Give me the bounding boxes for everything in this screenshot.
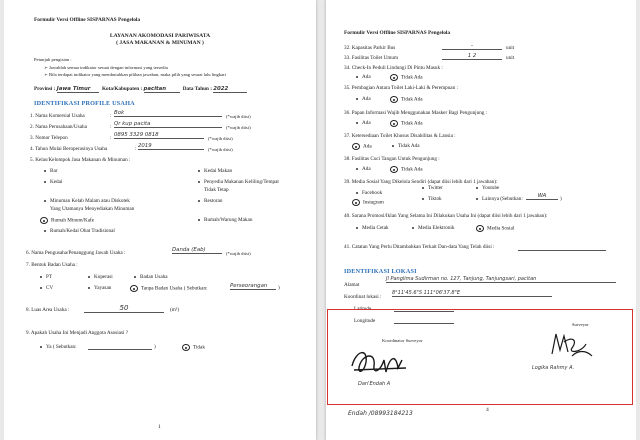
tahun-mulai-value[interactable]: 2019 — [138, 143, 204, 150]
option-kedai-makan[interactable]: Kedai Makan — [198, 168, 232, 174]
form-header: Formulir Versi Offline SISPARNAS Pengelola — [34, 17, 141, 23]
option-kedai[interactable]: Kedai — [44, 179, 62, 185]
selected-circle-icon — [130, 285, 138, 292]
question-asosiasi: 9. Apakah Usaha Ini Menjadi Anggota Asosiasi ? — [26, 330, 129, 336]
paren-close: ) — [278, 285, 280, 291]
tahun-value[interactable]: 2022 — [213, 86, 247, 93]
unit-label: unit — [506, 45, 515, 51]
nomor-telepon-value[interactable]: 0895 3329 0818 — [114, 132, 204, 139]
provinsi-value[interactable]: Jawa Timur — [57, 86, 99, 93]
selected-circle-icon — [40, 217, 48, 224]
luas-area-value[interactable]: 50 — [84, 304, 164, 313]
toilet-umum-value[interactable]: 1 2 — [442, 53, 502, 60]
option-twitter[interactable]: Twitter — [422, 185, 443, 191]
option-media-elektronik[interactable]: Media Elektronik — [412, 225, 454, 231]
option-restoran[interactable]: Restoran — [198, 198, 222, 204]
option-tidak-ada-selected[interactable]: Tidak Ada — [390, 96, 423, 103]
option-minuman-line2: Yang Utamanya Menyediakan Minuman — [50, 206, 135, 212]
selected-circle-icon — [476, 225, 484, 232]
section-title-lokasi: IDENTIFIKASI LOKASI — [344, 268, 417, 275]
option-ada[interactable]: Ada — [356, 74, 371, 80]
page-number: 4 — [486, 407, 489, 413]
koordinat-label: Koordinat lokasi : — [344, 294, 382, 300]
option-rumah-warung[interactable]: Rumah/Warung Makan — [198, 217, 252, 223]
arrow-icon: ➢ — [44, 72, 49, 77]
alamat-label: Alamat — [344, 282, 360, 288]
selected-circle-icon — [352, 143, 360, 150]
option-tiktok[interactable]: Tiktok — [422, 196, 442, 202]
form-title: LAYANAN AKOMODASI PARIWISATA — [109, 33, 211, 39]
option-tidak-ada-selected[interactable]: Tidak Ada — [390, 166, 423, 173]
question-nama-pengusaha: 6. Nama Pengusaha/Penanggung Jawab Usaha : — [26, 250, 126, 256]
question-sarana-promosi: 40. Sarana Promosi/Iklan Yang Selama Ini Dilakukan Usaha Ini (dapat diisi lebih dari 1 jawaban): — [344, 213, 548, 219]
option-cv[interactable]: CV — [40, 285, 53, 291]
option-minuman-kelab[interactable]: Minuman Kelab Malam atau Diskotek — [44, 198, 130, 204]
required-note: (*wajib diisi) — [208, 136, 233, 141]
unit-label: unit — [506, 55, 515, 61]
option-youtube[interactable]: Youtube — [476, 185, 499, 191]
koordinat-value[interactable]: 8°11'45.6"S 111°06'37.8"E — [392, 290, 552, 297]
form-page-4 — [326, 0, 636, 440]
question-peduli-lindungi: 34. Check-In Peduli Lindungi Di Pintu Masuk : — [344, 65, 443, 71]
field-nama-perusahaan: 2. Nama Perusahaan/Usaha : — [30, 124, 112, 130]
option-yayasan[interactable]: Yayasan — [88, 285, 111, 291]
question-badan-usaha: 7. Bentuk Badan Usaha : — [26, 262, 78, 268]
question-catatan: 41. Catatan Yang Perlu Ditambahkan Terkait Dan-data Yang Telah diisi : — [344, 244, 495, 250]
option-penyedia-line2: Tidak Tetap — [204, 187, 229, 193]
selected-circle-icon — [390, 166, 398, 173]
selected-circle-icon — [390, 74, 398, 81]
badan-usaha-sebutkan-value[interactable]: Perseorangan — [230, 283, 276, 290]
phone-note: Endah /08993184213 — [348, 410, 413, 417]
instructions-label: Petunjuk pengisian : — [34, 57, 72, 62]
page-number: 1 — [158, 424, 161, 430]
option-tidak-ada[interactable]: Tidak Ada — [392, 143, 420, 149]
latitude-label: Latitude — [354, 306, 372, 312]
selected-circle-icon — [390, 96, 398, 103]
question-kelas-usaha: 5. Kelas/Kelompok Jasa Makanan & Minuman : — [30, 157, 131, 163]
option-media-cetak[interactable]: Media Cetak — [356, 225, 389, 231]
required-note: (*wajib diisi) — [226, 125, 251, 130]
question-parkir-bus: 32. Kapasitas Parkir Bus — [344, 45, 396, 51]
luas-area-unit: (m²) — [170, 307, 180, 313]
option-penyedia-makanan[interactable]: Penyedia Makanan Keliling/Tempat — [198, 179, 279, 185]
option-rumah-minum-selected[interactable]: Rumah Minum/Kafe — [40, 217, 94, 224]
option-ada[interactable]: Ada — [356, 166, 371, 172]
koordinator-name: Dan'Endah A — [358, 381, 391, 387]
option-lainnya[interactable]: Lainnya (Sebutkan: — [476, 196, 523, 202]
field-tahun-mulai: 4. Tahun Mulai Beroperasinya Usaha : — [30, 146, 137, 152]
field-nama-komersial: 1. Nama Komersial Usaha : — [30, 113, 112, 119]
catatan-line[interactable] — [518, 250, 606, 251]
selected-circle-icon — [182, 344, 190, 351]
question-pembagian-toilet: 35. Pembagian Antara Toilet Laki-Laki & Perempuan : — [344, 85, 458, 91]
selected-circle-icon — [390, 120, 398, 127]
surveyor-label: Surveyor — [572, 322, 589, 327]
form-subtitle: ( JASA MAKANAN & MINUMAN ) — [116, 40, 204, 46]
koordinator-label: Koordinator Surveyor — [382, 338, 423, 343]
required-note: (*wajib diisi) — [208, 147, 233, 152]
required-note: (*wajib diisi) — [226, 114, 251, 119]
question-toilet-umum: 33. Fasilitas Toilet Umum — [344, 55, 399, 61]
option-bar[interactable]: Bar — [44, 168, 58, 174]
longitude-label: Longitude — [354, 318, 376, 324]
question-papan-informasi: 36. Papan Informasi Wajib Menggunakan Masker Bagi Pengunjung : — [344, 110, 488, 116]
option-facebook[interactable]: Facebook — [356, 190, 382, 196]
option-ada[interactable]: Ada — [356, 120, 371, 126]
option-instagram-selected[interactable]: Instagram — [352, 199, 384, 206]
alamat-value[interactable]: Jl Panglima Sudirman no. 127, Tanjung, Tanjungsari, pacitan — [386, 276, 616, 283]
option-ya[interactable]: Ya ( Sebutkan: — [40, 344, 77, 350]
nama-pengusaha-value[interactable]: Danda (Eab) — [172, 247, 222, 254]
nama-perusahaan-value[interactable]: Qr kup pacita — [114, 121, 222, 128]
field-nomor-telepon: 3. Nomor Telepon : — [30, 135, 112, 141]
question-luas-area: 8. Luas Area Usaha : — [26, 307, 70, 313]
instruction-item: ➢ Bila terdapat indikator yang membutuhkan pilihan jawaban, maka pilih yang sesuai lalu lingkari — [44, 72, 226, 77]
option-rumah-kedai-obat[interactable]: Rumah/Kedai Obat Tradisional — [44, 228, 115, 234]
question-toilet-disabilitas: 37. Ketersediaan Toilet Khusus Disabilitas & Lansia : — [344, 133, 456, 139]
instruction-item: ➢ Jawablah semua indikator sesuai dengan informasi yang tersedia — [44, 65, 168, 70]
question-cuci-tangan: 38. Fasilitas Cuci Tangan Untuk Pengunjung : — [344, 156, 440, 162]
option-media-sosial-selected[interactable]: Media Sosial — [476, 225, 514, 232]
form-page-1 — [4, 0, 316, 440]
form-header: Formulir Versi Offline SISPARNAS Pengelola — [344, 30, 451, 36]
koordinator-signature — [346, 344, 416, 380]
lainnya-value[interactable]: WA — [526, 193, 558, 200]
option-tidak-selected[interactable]: Tidak — [182, 344, 205, 351]
section-title-profile: IDENTIFIKASI PROFILE USAHA — [34, 100, 135, 107]
option-badan-usaha[interactable]: Badan Usaha — [134, 274, 168, 280]
option-tidak-ada-selected[interactable]: Tidak Ada — [390, 120, 423, 127]
option-pt[interactable]: PT — [40, 274, 52, 280]
ya-sebutkan-line[interactable] — [88, 349, 152, 350]
paren-close: ) — [154, 344, 156, 350]
option-tidak-ada-selected[interactable]: Tidak Ada — [390, 74, 423, 81]
option-tanpa-badan-selected[interactable]: Tanpa Badan Usaha ( Sebutkan: — [130, 285, 207, 292]
parkir-bus-value[interactable]: - — [442, 43, 502, 50]
surveyor-name: Logika Rahmy A. — [532, 365, 575, 371]
selected-circle-icon — [352, 199, 360, 206]
question-media-sosial: 39. Media Sosial Yang Dikelola Sendiri (dapat diisi lebih dari 1 jawaban): — [344, 179, 498, 185]
nama-komersial-value[interactable]: Bok — [114, 110, 222, 117]
surveyor-signature — [542, 328, 602, 362]
required-note: (*wajib diisi) — [226, 251, 251, 256]
option-ada[interactable]: Ada — [356, 96, 371, 102]
option-ada-selected[interactable]: Ada — [352, 143, 372, 150]
option-koperasi[interactable]: Koperasi — [88, 274, 113, 280]
paren-close: ) — [560, 196, 562, 202]
arrow-icon: ➢ — [44, 65, 49, 70]
kota-value[interactable]: pacitan — [144, 86, 180, 93]
provinsi-row: Provinsi : Jawa Timur Kota/Kabupaten : pacitan Data Tahun : 2022 — [34, 86, 247, 93]
